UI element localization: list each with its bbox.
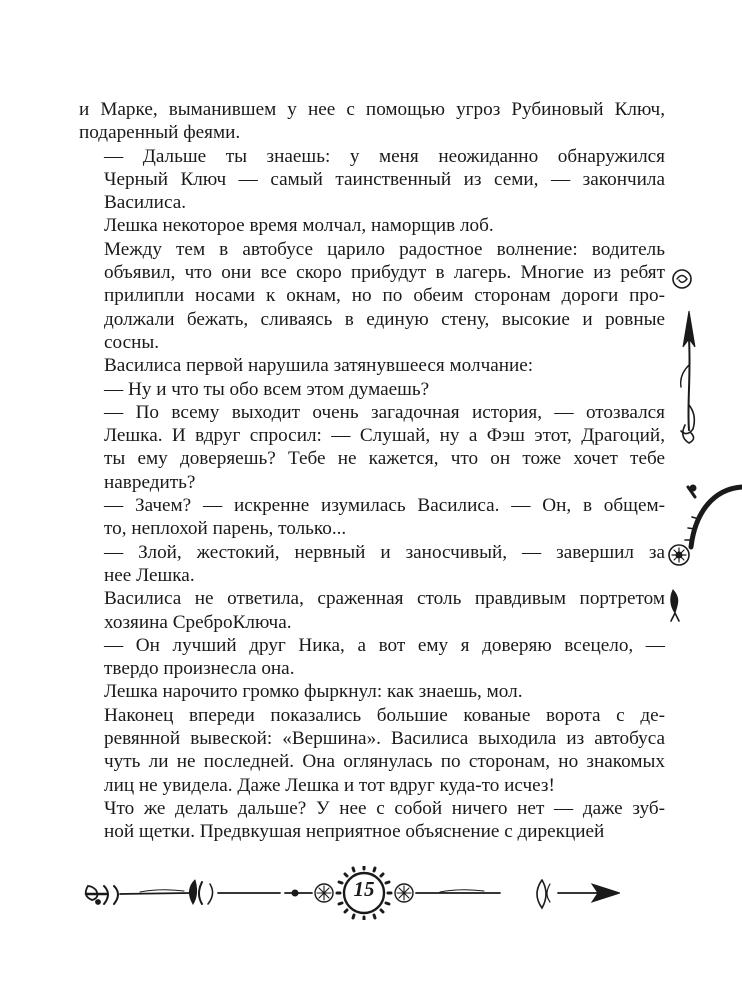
text-line: Василиса не ответила, сраженная столь правдивым портретом xyxy=(104,588,665,610)
text-line: твердо произнесла она. xyxy=(104,658,295,680)
text-line: Лешка. И вдруг спросил: — Слушай, ну а Фэш этот, Драгоций, xyxy=(104,425,665,447)
text-line: — Дальше ты знаешь: у меня неожиданно обнаружился xyxy=(104,145,665,167)
text-line: лиц не увидела. Даже Лешка и тот вдруг куда-то исчез! xyxy=(104,774,555,796)
text-line: объявил, что они все скоро прибудут в лагерь. Многие из ребят xyxy=(104,262,665,284)
text-line: прилипли носами к окнам, но по обеим сторонам дороги про- xyxy=(104,285,665,307)
page-number: 15 xyxy=(353,877,375,901)
text-line: Между тем в автобусе царило радостное волнение: водитель xyxy=(104,238,665,260)
page-body-text xyxy=(79,98,665,844)
text-line: ревянной вывеской: «Вершина». Василиса выходила из автобуса xyxy=(104,728,665,750)
paragraph xyxy=(79,541,665,588)
text-line: — Злой, жестокий, нервный и заносчивый, — завершил за xyxy=(104,541,665,563)
text-line: Наконец впереди показались большие кованые ворота с де- xyxy=(104,704,665,726)
text-line: нее Лешка. xyxy=(104,564,195,586)
text-line: чуть ли не последней. Она оглянулась по сторонам, но знакомых xyxy=(104,751,665,773)
text-line: навредить? xyxy=(104,471,196,493)
paragraph xyxy=(79,98,665,145)
paragraph xyxy=(79,587,665,634)
paragraph xyxy=(79,354,665,377)
paragraph xyxy=(79,145,665,215)
text-line: подаренный феями. xyxy=(79,122,241,144)
text-line: Василиса первой нарушила затянувшееся молчание: xyxy=(104,355,534,377)
text-line: Василиса. xyxy=(104,192,187,214)
paragraph xyxy=(79,797,665,844)
text-line: ты ему доверяешь? Тебе не кажется, что он тоже хочет тебе xyxy=(104,448,665,470)
side-arrow-ornament-icon xyxy=(655,255,742,635)
text-line: сосны. xyxy=(104,331,160,353)
paragraph xyxy=(79,704,665,797)
text-line: — По всему выходит очень загадочная история, — отозвался xyxy=(104,401,665,423)
paragraph xyxy=(79,401,665,494)
paragraph xyxy=(79,238,665,354)
text-line: должали бежать, сливаясь в единую стену, высокие и ровные xyxy=(104,308,665,330)
text-line: Лешка некоторое время молчал, наморщив лоб. xyxy=(104,215,494,237)
text-line: Черный Ключ — самый таинственный из семи, — закончила xyxy=(104,168,665,190)
text-line: — Он лучший друг Ника, а вот ему я доверяю всецело, — xyxy=(104,634,665,656)
text-line: хозяина СреброКлюча. xyxy=(104,611,292,633)
text-line: — Ну и что ты обо всем этом думаешь? xyxy=(104,378,430,400)
text-line: — Зачем? — искренне изумилась Василиса. — Он, в общем- xyxy=(104,495,665,517)
paragraph xyxy=(79,494,665,541)
paragraph xyxy=(79,680,665,703)
paragraph xyxy=(79,634,665,681)
text-line: и Марке, выманившем у нее с помощью угроз Рубиновый Ключ, xyxy=(79,99,665,120)
text-line: то, неплохой парень, только... xyxy=(104,518,347,540)
text-line: Что же делать дальше? У нее с собой ничего нет — даже зуб- xyxy=(104,797,665,819)
paragraph xyxy=(79,378,665,401)
text-line: Лешка нарочито громко фыркнул: как знаешь, мол. xyxy=(104,681,523,703)
paragraph xyxy=(79,214,665,237)
text-line: ной щетки. Предвкушая неприятное объяснение с дирекцией xyxy=(104,821,605,843)
